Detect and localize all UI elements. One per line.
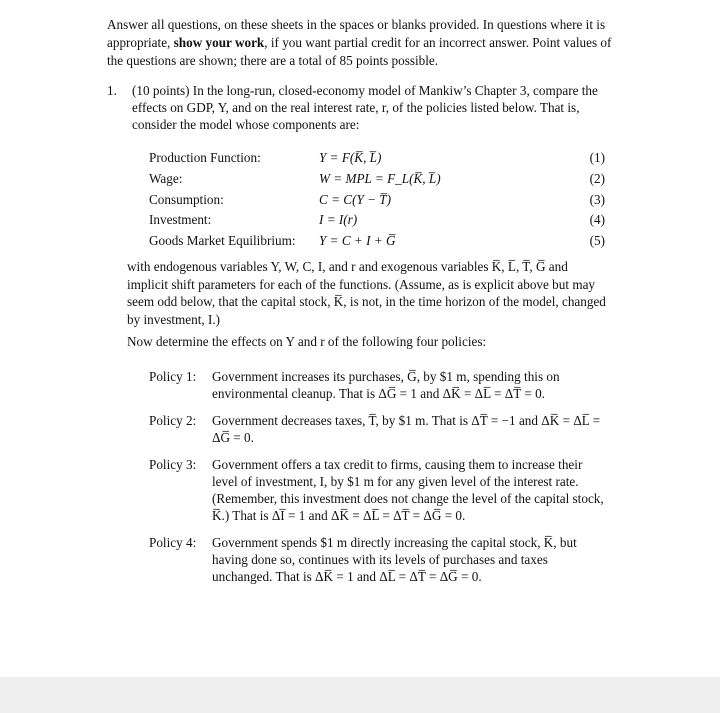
equation-label: Investment: <box>149 212 212 227</box>
equation-number: (5) <box>589 233 605 248</box>
policy-label: Policy 2: <box>149 413 197 428</box>
equation-formula: Y = C + I + G̅ <box>319 233 396 248</box>
policy-label: Policy 1: <box>149 369 197 384</box>
equation-formula: I = I(r) <box>319 212 358 227</box>
equation-label: Production Function: <box>149 150 261 165</box>
equation-row <box>149 210 605 229</box>
equation-number: (3) <box>589 192 605 207</box>
equation-number: (2) <box>589 171 605 186</box>
equation-formula: Y = F(K̅, L̅) <box>319 150 382 165</box>
equation-number: (1) <box>589 150 605 165</box>
equation-row <box>149 190 605 209</box>
equation-label: Goods Market Equilibrium: <box>149 233 296 248</box>
policy-text: Government decreases taxes, T̅, by $1 m. That is ΔT̅ = −1 and ΔK̅ = ΔL̅ = ΔG̅ = 0. <box>212 413 601 445</box>
instructions-paragraph <box>107 16 627 70</box>
equation-label: Consumption: <box>149 192 224 207</box>
instruction-text: Now determine the effects on Y and r of the following four policies: <box>127 334 487 349</box>
policy-text: Government offers a tax credit to firms, causing them to increase their level of investment, I, by $1 m for any given level of the interest rate. (Remember, this investment does not change the level of the capital stock, K̅.) That is ΔI̅ = 1 and ΔK̅ = ΔL̅ = ΔT̅ = ΔG̅ = 0. <box>212 457 604 523</box>
policy-item <box>149 534 609 585</box>
equation-row <box>149 231 605 250</box>
policy-label: Policy 4: <box>149 535 197 550</box>
model-note: with endogenous variables Y, W, C, I, and r and exogenous variables K̅, L̅, T̅, G̅ and implicit shift parameters for each of the functions. (Assume, as is explicit above but may seem odd below, that the capital stock, K̅, is not, in the time horizon of the model, changed by investment, I.) <box>127 259 606 327</box>
policy-item <box>149 412 609 446</box>
question-1 <box>107 82 617 133</box>
instructions-text-1: Answer all questions, on these sheets in the spaces or blanks provided. In questions where it is appropriate, <box>107 17 606 50</box>
policy-text: Government increases its purchases, G̅, by $1 m, spending this on environmental cleanup. That is ΔG̅ = 1 and ΔK̅ = ΔL̅ = ΔT̅ = 0. <box>212 369 560 401</box>
viewer-bottom-bar <box>0 677 720 713</box>
instructions-text-2: , if you want partial credit for an incorrect answer. Point values of the questions are shown; there are a total of 85 points possible. <box>107 35 612 68</box>
policy-text: Government spends $1 m directly increasing the capital stock, K̅, but having done so, continues with its levels of purchases and taxes unchanged. That is ΔK̅ = 1 and ΔL̅ = ΔT̅ = ΔG̅ = 0. <box>212 535 577 584</box>
equation-row <box>149 148 605 167</box>
equation-formula: W = MPL = F_L(K̅, L̅) <box>319 171 441 186</box>
policy-item <box>149 456 609 524</box>
equation-row <box>149 169 605 188</box>
equation-formula: C = C(Y − T̅) <box>319 192 392 207</box>
equation-label: Wage: <box>149 171 183 186</box>
policy-label: Policy 3: <box>149 457 197 472</box>
question-text: (10 points) In the long-run, closed-economy model of Mankiw’s Chapter 3, compare the effects on GDP, Y, and on the real interest rate, r, of the policies listed below. That is, consider the model whose components are: <box>132 83 598 132</box>
instructions-bold-text: show your work <box>173 35 265 50</box>
question-number: 1. <box>107 83 117 98</box>
policy-item <box>149 368 609 402</box>
equation-number: (4) <box>589 212 605 227</box>
